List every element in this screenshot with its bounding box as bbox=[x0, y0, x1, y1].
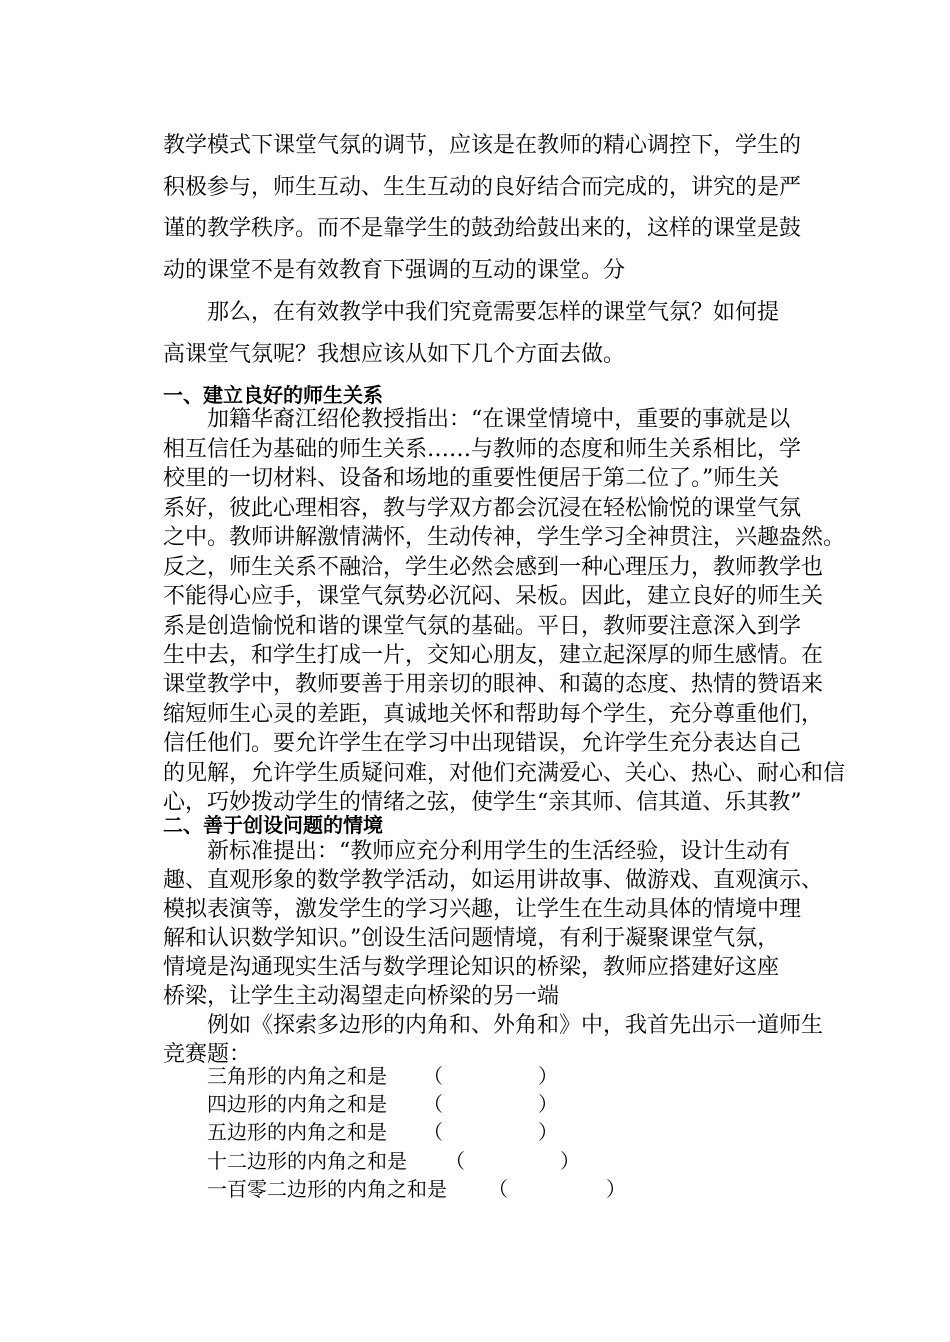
answer-blank-open: （ bbox=[423, 1120, 443, 1144]
paragraph-3-line-5: 之中。教师讲解激情满怀，生动传神，学生学习全神贯注，兴趣盎然。 bbox=[163, 525, 846, 550]
answer-blank-close: ） bbox=[538, 1120, 558, 1144]
paragraph-2-line-2: 高课堂气氛呢？我想应该从如下几个方面去做。 bbox=[163, 342, 626, 367]
paragraph-4-line-3: 模拟表演等，激发学生的学习兴趣，让学生在生动具体的情境中理 bbox=[163, 897, 802, 922]
paragraph-1-line-3: 谨的教学秩序。而不是靠学生的鼓劲给鼓出来的，这样的课堂是鼓 bbox=[163, 216, 802, 241]
paragraph-3-line-3: 校里的一切材料、设备和场地的重要性便居于第二位了。”师生关 bbox=[163, 466, 780, 491]
paragraph-2-line-1: 那么，在有效教学中我们究竟需要怎样的课堂气氛？如何提 bbox=[207, 300, 780, 325]
paragraph-3-line-8: 系是创造愉悦和谐的课堂气氛的基础。平日，教师要注意深入到学 bbox=[163, 614, 802, 639]
paragraph-5-line-2: 竞赛题： bbox=[163, 1042, 252, 1067]
paragraph-3-line-9: 生中去，和学生打成一片，交知心朋友，建立起深厚的师生感情。在 bbox=[163, 643, 824, 668]
paragraph-3-line-14: 心，巧妙拨动学生的情绪之弦，使学生“亲其师、信其道、乐其教” bbox=[163, 790, 802, 815]
paragraph-3-line-7: 不能得心应手，课堂气氛势必沉闷、呆板。因此，建立良好的师生关 bbox=[163, 584, 824, 609]
paragraph-4-line-6: 桥梁，让学生主动渴望走向桥梁的另一端 bbox=[163, 984, 560, 1009]
answer-blank-open: （ bbox=[423, 1092, 443, 1116]
paragraph-4-line-2: 趣、直观形象的数学教学活动，如运用讲故事、做游戏、直观演示、 bbox=[163, 868, 824, 893]
paragraph-3-line-10: 课堂教学中，教师要善于用亲切的眼神、和蔼的态度、热情的赞语来 bbox=[163, 672, 824, 697]
answer-blank-close: ） bbox=[538, 1092, 558, 1116]
paragraph-1-line-4: 动的课堂不是有效教育下强调的互动的课堂。分 bbox=[163, 258, 626, 283]
section-heading-1: 一、建立良好的师生关系 bbox=[163, 383, 383, 407]
paragraph-1-line-2: 积极参与，师生互动、生生互动的良好结合而完成的，讲究的是严 bbox=[163, 175, 802, 200]
answer-blank-open: （ bbox=[445, 1149, 465, 1173]
question-text: 四边形的内角之和是 bbox=[207, 1092, 387, 1116]
answer-blank-open: （ bbox=[423, 1064, 443, 1088]
paragraph-3-line-2: 相互信任为基础的师生关系……与教师的态度和师生关系相比，学 bbox=[163, 437, 802, 462]
answer-blank-close: ） bbox=[606, 1177, 626, 1201]
paragraph-4-line-5: 情境是沟通现实生活与数学理论知识的桥梁，教师应搭建好这座 bbox=[163, 955, 780, 980]
paragraph-4-line-1: 新标准提出：“教师应充分利用学生的生活经验，设计生动有 bbox=[207, 839, 791, 864]
section-heading-2: 二、善于创设问题的情境 bbox=[163, 813, 383, 837]
question-text: 一百零二边形的内角之和是 bbox=[207, 1177, 447, 1201]
paragraph-5-line-1: 例如《探索多边形的内角和、外角和》中，我首先出示一道师生 bbox=[207, 1013, 824, 1038]
paragraph-3-line-11: 缩短师生心灵的差距，真诚地关怀和帮助每个学生，充分尊重他们， bbox=[163, 702, 824, 727]
answer-blank-open: （ bbox=[488, 1177, 508, 1201]
question-text: 五边形的内角之和是 bbox=[207, 1120, 387, 1144]
answer-blank-close: ） bbox=[538, 1064, 558, 1088]
paragraph-1-line-1: 教学模式下课堂气氛的调节，应该是在教师的精心调控下，学生的 bbox=[163, 133, 802, 158]
question-text: 三角形的内角之和是 bbox=[207, 1064, 387, 1088]
question-text: 十二边形的内角之和是 bbox=[207, 1149, 407, 1173]
paragraph-3-line-12: 信任他们。要允许学生在学习中出现错误，允许学生充分表达自己 bbox=[163, 731, 802, 756]
paragraph-3-line-4: 系好，彼此心理相容，教与学双方都会沉浸在轻松愉悦的课堂气氛 bbox=[163, 496, 802, 521]
paragraph-3-line-13: 的见解，允许学生质疑问难，对他们充满爱心、关心、热心、耐心和信 bbox=[163, 761, 846, 786]
paragraph-3-line-1: 加籍华裔江绍伦教授指出：“在课堂情境中，重要的事就是以 bbox=[207, 407, 791, 432]
paragraph-3-line-6: 反之，师生关系不融洽，学生必然会感到一种心理压力，教师教学也 bbox=[163, 555, 824, 580]
paragraph-4-line-4: 解和认识数学知识。”创设生活问题情境，有利于凝聚课堂气氛， bbox=[163, 926, 780, 951]
answer-blank-close: ） bbox=[560, 1149, 580, 1173]
